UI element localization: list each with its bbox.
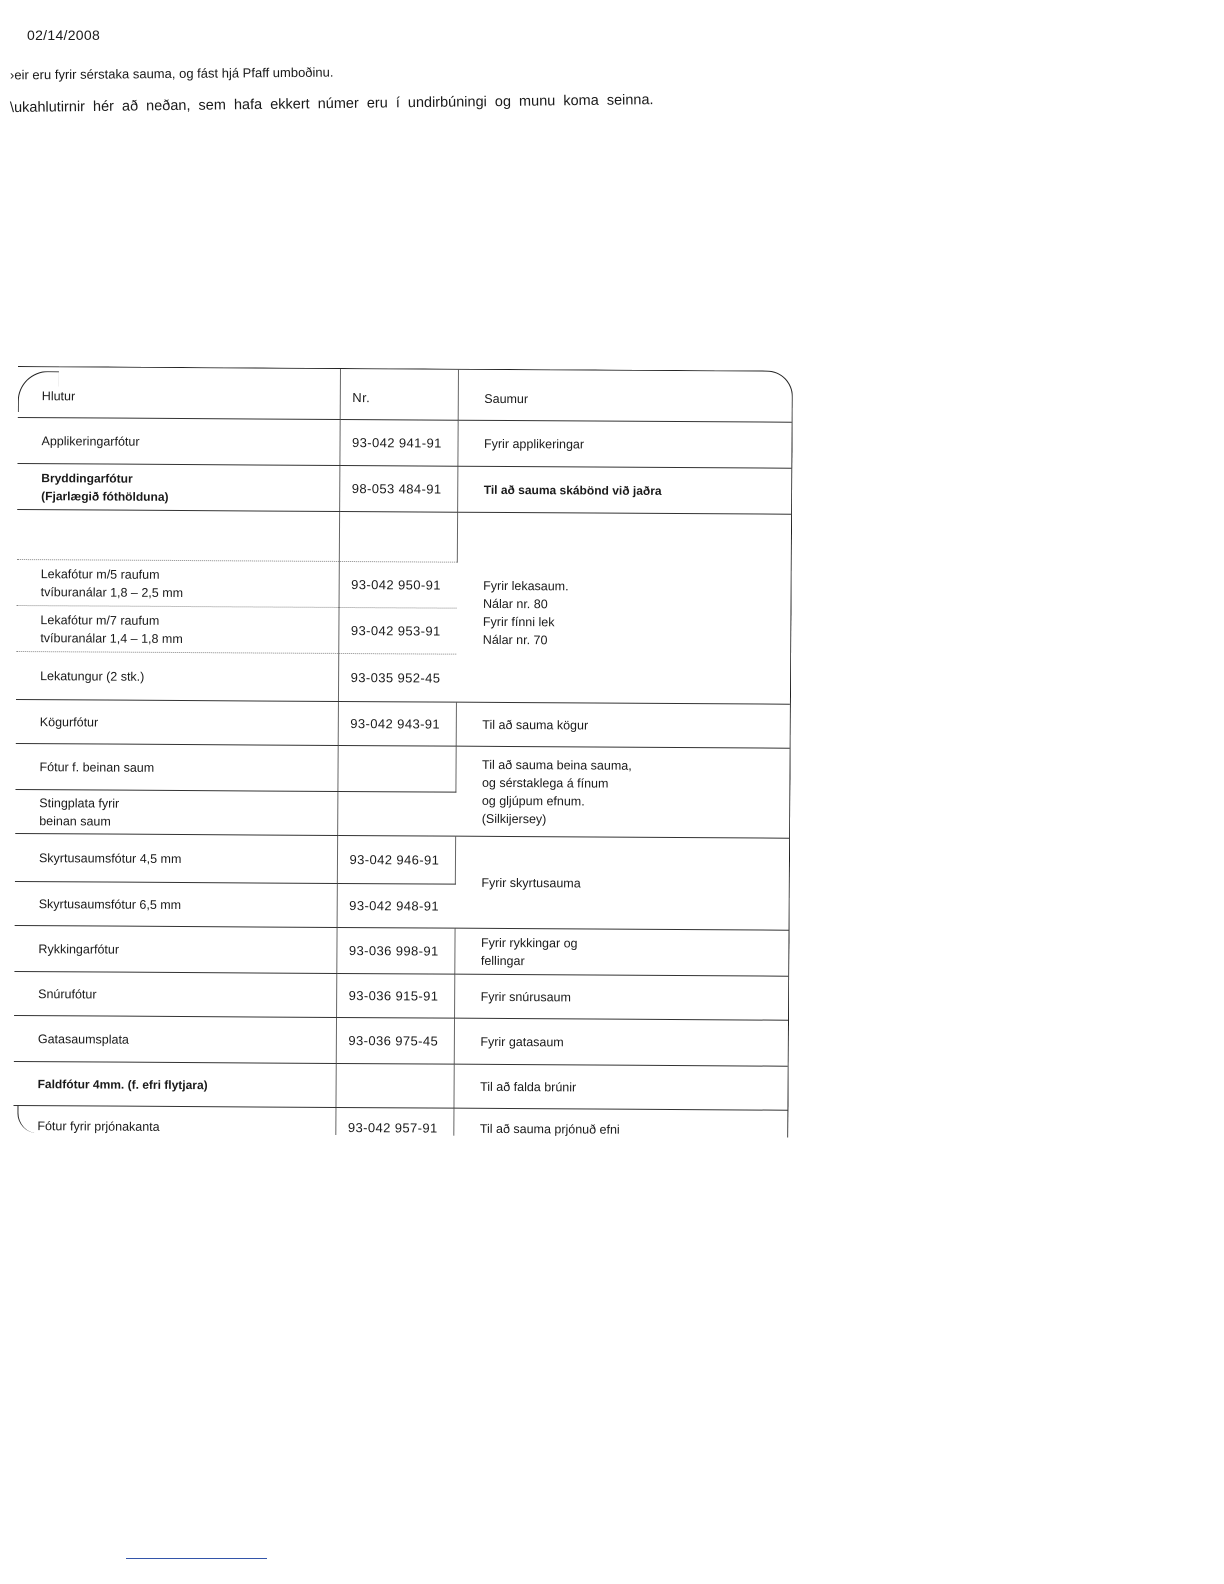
seam-description: Fyrir gatasaum: [454, 1018, 788, 1066]
table-row: [15, 743, 789, 794]
part-number: [337, 791, 455, 836]
part-number: 93-042 957-91: [335, 1107, 453, 1137]
part-number: 93-036 915-91: [336, 973, 454, 1018]
seam-description: Fyrir skyrtusauma: [455, 836, 790, 930]
part-name: Rykkingarfótur: [14, 925, 336, 973]
table-row: [14, 971, 788, 1020]
seam-description: Til að falda brúnir: [453, 1064, 787, 1110]
seam-description: Til að sauma kögur: [456, 702, 790, 748]
table-row: [14, 1015, 788, 1066]
part-name: Kögurfótur: [16, 699, 338, 745]
seam-description: Til að sauma beina sauma, og sérstaklega á fínum og gljúpum efnum. (Silkijersey): [455, 746, 790, 838]
seam-description: Fyrir lekasaum. Nálar nr. 80 Fyrir fínni lek Nálar nr. 70: [456, 512, 791, 704]
part-name: Stingplata fyrir beinan saum: [15, 789, 337, 835]
footer-divider: [126, 1558, 267, 1559]
part-number: 93-042 950-91: [339, 561, 457, 608]
part-number: 93-035 952-45: [338, 653, 456, 702]
intro-line-1: ›eir eru fyrir sérstaka sauma, og fást hjá Pfaff umboðinu.: [9, 64, 334, 83]
table-row: [14, 925, 788, 976]
part-number: 93-042 943-91: [338, 701, 456, 746]
part-number: 93-042 953-91: [338, 607, 456, 654]
seam-description: Til að sauma prjónuð efni: [479, 1121, 620, 1137]
table-row: [15, 833, 789, 886]
table-row: [13, 1105, 787, 1137]
table-row-spacer: [17, 509, 791, 564]
part-name: Fótur f. beinan saum: [15, 743, 337, 791]
part-name: Fótur fyrir prjónakanta: [13, 1105, 335, 1137]
part-number: [337, 745, 455, 792]
part-name: Bryddingarfótur (Fjarlægið fóthölduna): [17, 463, 339, 511]
header-part: Hlutur: [18, 367, 340, 419]
part-name: Skyrtusaumsfótur 4,5 mm: [15, 833, 337, 883]
table-header-row: [18, 367, 792, 422]
part-name: Snúrufótur: [14, 971, 336, 1017]
seam-description: Fyrir rykkingar og fellingar: [454, 928, 788, 976]
table-row: [13, 1061, 787, 1110]
seam-description: Til að sauma skábönd við jaðra: [457, 466, 791, 514]
part-name: Faldfótur 4mm. (f. efri flytjara): [13, 1061, 335, 1107]
seam-description: Fyrir snúrusaum: [454, 974, 788, 1020]
part-name: Skyrtusaumsfótur 6,5 mm: [15, 881, 337, 927]
table-row: [17, 463, 791, 514]
part-number: 93-042 946-91: [337, 835, 455, 884]
page-date: 02/14/2008: [27, 27, 101, 43]
intro-line-2: \ukahlutirnir hér að neðan, sem hafa ekkert númer eru í undirbúningi og munu koma seinna.: [9, 92, 654, 116]
accessories-table: [13, 366, 793, 1138]
table-row: [17, 417, 791, 468]
part-number: 93-036 998-91: [336, 927, 454, 974]
part-name: Lekatungur (2 stk.): [16, 651, 338, 701]
part-number: [335, 1063, 453, 1108]
header-nr: Nr.: [340, 369, 458, 420]
part-name: Gatasaumsplata: [14, 1015, 336, 1063]
part-number: 93-042 941-91: [339, 419, 457, 466]
header-seam: Saumur: [458, 370, 792, 423]
part-number: 93-036 975-45: [336, 1017, 454, 1064]
table-row: [16, 699, 790, 748]
part-name: Lekafótur m/5 raufum tvíburanálar 1,8 – 2,5 mm: [17, 559, 339, 607]
seam-description: Fyrir applikeringar: [457, 420, 791, 468]
part-name: Applikeringarfótur: [17, 417, 339, 465]
part-number: 98-053 484-91: [339, 465, 457, 512]
part-name: Lekafótur m/7 raufum tvíburanálar 1,4 – 1,8 mm: [16, 605, 338, 653]
part-number: 93-042 948-91: [337, 883, 455, 928]
